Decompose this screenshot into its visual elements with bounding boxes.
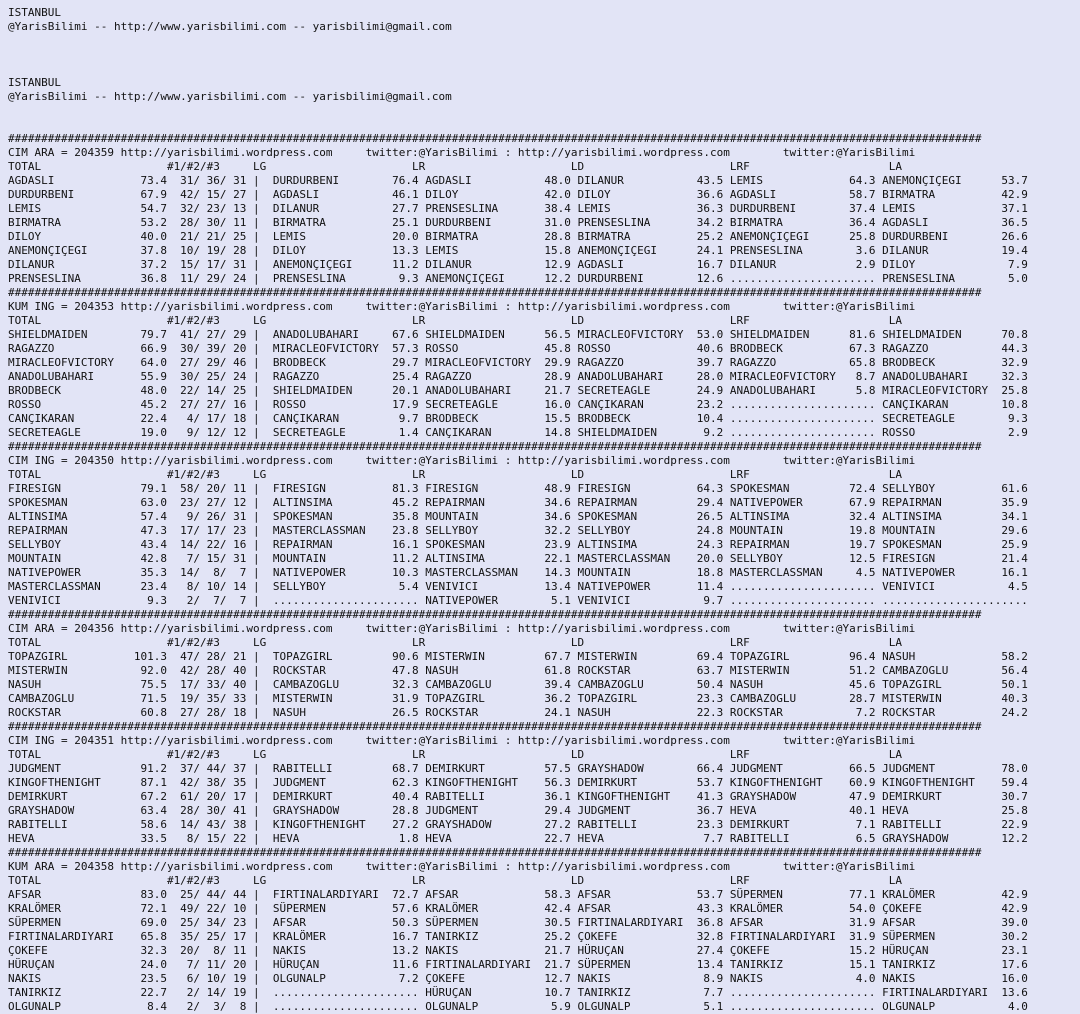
- race-title: KUM ARA = 204358 http://yarisbilimi.wordpress.com twitter:@YarisBilimi : http://yarisbilimi.wordpress.com twitter:@YarisBilimi: [8, 860, 916, 873]
- table-row: RABITELLI 58.6 14/ 43/ 38 | KINGOFTHENIGHT 27.2 GRAYSHADOW 27.2 RABITELLI 23.3 DEMIRKURT 7.1 RABITELLI 22.9: [8, 818, 1028, 831]
- separator-line: ###################################################################################################################################################: [8, 440, 982, 453]
- table-row: ROSSO 45.2 27/ 27/ 16 | ROSSO 17.9 SECRETEAGLE 16.0 CANÇIKARAN 23.2 ...................... CANÇIKARAN 10.8: [8, 398, 1028, 411]
- table-row: JUDGMENT 91.2 37/ 44/ 37 | RABITELLI 68.7 DEMIRKURT 57.5 GRAYSHADOW 66.4 JUDGMENT 66.5 JUDGMENT 78.0: [8, 762, 1028, 775]
- column-header: TOTAL #1/#2/#3 LG LR LD LRF LA: [8, 748, 903, 761]
- header-line: [8, 48, 1080, 62]
- table-row: BIRMATRA 53.2 28/ 30/ 11 | BIRMATRA 25.1 DURDURBENI 31.0 PRENSESLINA 34.2 BIRMATRA 36.4 AGDASLI 36.5: [8, 216, 1028, 229]
- table-row: DILANUR 37.2 15/ 17/ 31 | ANEMONÇIÇEGI 11.2 DILANUR 12.9 AGDASLI 16.7 DILANUR 2.9 DILOY 7.9: [8, 258, 1028, 271]
- table-row: ANADOLUBAHARI 55.9 30/ 25/ 24 | RAGAZZO 25.4 RAGAZZO 28.9 ANADOLUBAHARI 28.0 MIRACLEOFVICTORY 8.7 ANADOLUBAHARI 32.3: [8, 370, 1028, 383]
- table-row: RAGAZZO 66.9 30/ 39/ 20 | MIRACLEOFVICTORY 57.3 ROSSO 45.8 ROSSO 40.6 BRODBECK 67.3 RAGAZZO 44.3: [8, 342, 1028, 355]
- column-header: TOTAL #1/#2/#3 LG LR LD LRF LA: [8, 314, 903, 327]
- header-line: [8, 62, 1080, 76]
- table-row: SÜPERMEN 69.0 25/ 34/ 23 | AFSAR 50.3 SÜPERMEN 30.5 FIRTINALARDIYARI 36.8 AFSAR 31.9 AFSAR 39.0: [8, 916, 1028, 929]
- table-row: REPAIRMAN 47.3 17/ 17/ 23 | MASTERCLASSMAN 23.8 SELLYBOY 32.2 SELLYBOY 24.8 MOUNTAIN 19.8 MOUNTAIN 29.6: [8, 524, 1028, 537]
- table-row: GRAYSHADOW 63.4 28/ 30/ 41 | GRAYSHADOW 28.8 JUDGMENT 29.4 JUDGMENT 36.7 HEVA 40.1 HEVA 25.8: [8, 804, 1028, 817]
- table-row: FIRESIGN 79.1 58/ 20/ 11 | FIRESIGN 81.3 FIRESIGN 48.9 FIRESIGN 64.3 SPOKESMAN 72.4 SELLYBOY 61.6: [8, 482, 1028, 495]
- table-row: AGDASLI 73.4 31/ 36/ 31 | DURDURBENI 76.4 AGDASLI 48.0 DILANUR 43.5 LEMIS 64.3 ANEMONÇIÇEGI 53.7: [8, 174, 1028, 187]
- table-row: NASUH 75.5 17/ 33/ 40 | CAMBAZOGLU 32.3 CAMBAZOGLU 39.4 CAMBAZOGLU 50.4 NASUH 45.6 TOPAZGIRL 50.1: [8, 678, 1028, 691]
- table-row: HÜRUÇAN 24.0 7/ 11/ 20 | HÜRUÇAN 11.6 FIRTINALARDIYARI 21.7 SÜPERMEN 13.4 TANIRKIZ 15.1 TANIRKIZ 17.6: [8, 958, 1028, 971]
- table-row: DILOY 40.0 21/ 21/ 25 | LEMIS 20.0 BIRMATRA 28.8 BIRMATRA 25.2 ANEMONÇIÇEGI 25.8 DURDURBENI 26.6: [8, 230, 1028, 243]
- table-row: CANÇIKARAN 22.4 4/ 17/ 18 | CANÇIKARAN 9.7 BRODBECK 15.5 BRODBECK 10.4 ...................... SECRETEAGLE 9.3: [8, 412, 1028, 425]
- race-title: CIM ING = 204351 http://yarisbilimi.wordpress.com twitter:@YarisBilimi : http://yarisbilimi.wordpress.com twitter:@YarisBilimi: [8, 734, 916, 747]
- table-row: MOUNTAIN 42.8 7/ 15/ 31 | MOUNTAIN 11.2 ALTINSIMA 22.1 MASTERCLASSMAN 20.0 SELLYBOY 12.5 FIRESIGN 21.4: [8, 552, 1028, 565]
- table-row: LEMIS 54.7 32/ 23/ 13 | DILANUR 27.7 PRENSESLINA 38.4 LEMIS 36.3 DURDURBENI 37.4 LEMIS 37.1: [8, 202, 1028, 215]
- race-title: CIM ARA = 204359 http://yarisbilimi.wordpress.com twitter:@YarisBilimi : http://yarisbilimi.wordpress.com twitter:@YarisBilimi: [8, 146, 916, 159]
- table-row: ANEMONÇIÇEGI 37.8 10/ 19/ 28 | DILOY 13.3 LEMIS 15.8 ANEMONÇIÇEGI 24.1 PRENSESLINA 3.6 DILANUR 19.4: [8, 244, 1028, 257]
- table-row: NAKIS 23.5 6/ 10/ 19 | OLGUNALP 7.2 ÇOKEFE 12.7 NAKIS 8.9 NAKIS 4.0 NAKIS 16.0: [8, 972, 1028, 985]
- table-row: PRENSESLINA 36.8 11/ 29/ 24 | PRENSESLINA 9.3 ANEMONÇIÇEGI 12.2 DURDURBENI 12.6 ...................... PRENSESLINA 5.0: [8, 272, 1028, 285]
- table-row: KRALÖMER 72.1 49/ 22/ 10 | SÜPERMEN 57.6 KRALÖMER 42.4 AFSAR 43.3 KRALÖMER 54.0 ÇOKEFE 42.9: [8, 902, 1028, 915]
- header-line: [8, 118, 1080, 132]
- table-row: ROCKSTAR 60.8 27/ 28/ 18 | NASUH 26.5 ROCKSTAR 24.1 NASUH 22.3 ROCKSTAR 7.2 ROCKSTAR 24.2: [8, 706, 1028, 719]
- table-row: TANIRKIZ 22.7 2/ 14/ 19 | ...................... HÜRUÇAN 10.7 TANIRKIZ 7.7 ...................... FIRTINALARDIYARI 13.6: [8, 986, 1028, 999]
- table-row: SHIELDMAIDEN 79.7 41/ 27/ 29 | ANADOLUBAHARI 67.6 SHIELDMAIDEN 56.5 MIRACLEOFVICTORY 53.0 SHIELDMAIDEN 81.6 SHIELDMAIDEN 70.8: [8, 328, 1028, 341]
- column-header: TOTAL #1/#2/#3 LG LR LD LRF LA: [8, 874, 903, 887]
- table-row: BRODBECK 48.0 22/ 14/ 25 | SHIELDMAIDEN 20.1 ANADOLUBAHARI 21.7 SECRETEAGLE 24.9 ANADOLUBAHARI 5.8 MIRACLEOFVICTORY 25.8: [8, 384, 1028, 397]
- table-row: SPOKESMAN 63.0 23/ 27/ 12 | ALTINSIMA 45.2 REPAIRMAN 34.6 REPAIRMAN 29.4 NATIVEPOWER 67.9 REPAIRMAN 35.9: [8, 496, 1028, 509]
- header-line: ISTANBUL: [8, 76, 61, 89]
- column-header: TOTAL #1/#2/#3 LG LR LD LRF LA: [8, 468, 903, 481]
- table-row: ALTINSIMA 57.4 9/ 26/ 31 | SPOKESMAN 35.8 MOUNTAIN 34.6 SPOKESMAN 26.5 ALTINSIMA 32.4 ALTINSIMA 34.1: [8, 510, 1028, 523]
- race-title: KUM ING = 204353 http://yarisbilimi.wordpress.com twitter:@YarisBilimi : http://yarisbilimi.wordpress.com twitter:@YarisBilimi: [8, 300, 916, 313]
- table-row: MISTERWIN 92.0 42/ 28/ 40 | ROCKSTAR 47.8 NASUH 61.8 ROCKSTAR 63.7 MISTERWIN 51.2 CAMBAZOGLU 56.4: [8, 664, 1028, 677]
- header-line: @YarisBilimi -- http://www.yarisbilimi.com -- yarisbilimi@gmail.com: [8, 90, 452, 103]
- table-row: SELLYBOY 43.4 14/ 22/ 16 | REPAIRMAN 16.1 SPOKESMAN 23.9 ALTINSIMA 24.3 REPAIRMAN 19.7 SPOKESMAN 25.9: [8, 538, 1028, 551]
- table-row: DEMIRKURT 67.2 61/ 20/ 17 | DEMIRKURT 40.4 RABITELLI 36.1 KINGOFTHENIGHT 41.3 GRAYSHADOW 47.9 DEMIRKURT 30.7: [8, 790, 1028, 803]
- table-row: ÇOKEFE 32.3 20/ 8/ 11 | NAKIS 13.2 NAKIS 21.7 HÜRUÇAN 27.4 ÇOKEFE 15.2 HÜRUÇAN 23.1: [8, 944, 1028, 957]
- table-row: OLGUNALP 8.4 2/ 3/ 8 | ...................... OLGUNALP 5.9 OLGUNALP 5.1 ...................... OLGUNALP 4.0: [8, 1000, 1028, 1013]
- separator-line: ###################################################################################################################################################: [8, 846, 982, 859]
- race-title: CIM ING = 204350 http://yarisbilimi.wordpress.com twitter:@YarisBilimi : http://yarisbilimi.wordpress.com twitter:@YarisBilimi: [8, 454, 916, 467]
- separator-line: ###################################################################################################################################################: [8, 286, 982, 299]
- table-row: KINGOFTHENIGHT 87.1 42/ 38/ 35 | JUDGMENT 62.3 KINGOFTHENIGHT 56.3 DEMIRKURT 53.7 KINGOFTHENIGHT 60.9 KINGOFTHENIGHT 59.4: [8, 776, 1028, 789]
- table-row: CAMBAZOGLU 71.5 19/ 35/ 33 | MISTERWIN 31.9 TOPAZGIRL 36.2 TOPAZGIRL 23.3 CAMBAZOGLU 28.7 MISTERWIN 40.3: [8, 692, 1028, 705]
- separator-line: ###################################################################################################################################################: [8, 132, 982, 145]
- table-row: DURDURBENI 67.9 42/ 15/ 27 | AGDASLI 46.1 DILOY 42.0 DILOY 36.6 AGDASLI 58.7 BIRMATRA 42.9: [8, 188, 1028, 201]
- table-row: TOPAZGIRL 101.3 47/ 28/ 21 | TOPAZGIRL 90.6 MISTERWIN 67.7 MISTERWIN 69.4 TOPAZGIRL 96.4 NASUH 58.2: [8, 650, 1028, 663]
- header-line: [8, 34, 1080, 48]
- header-line: ISTANBUL: [8, 6, 61, 19]
- separator-line: ###################################################################################################################################################: [8, 720, 982, 733]
- table-row: MIRACLEOFVICTORY 64.0 27/ 29/ 46 | BRODBECK 29.7 MIRACLEOFVICTORY 29.9 RAGAZZO 39.7 RAGAZZO 65.8 BRODBECK 32.9: [8, 356, 1028, 369]
- header-line: @YarisBilimi -- http://www.yarisbilimi.com -- yarisbilimi@gmail.com: [8, 20, 452, 33]
- table-row: HEVA 33.5 8/ 15/ 22 | HEVA 1.8 HEVA 22.7 HEVA 7.7 RABITELLI 6.5 GRAYSHADOW 12.2: [8, 832, 1028, 845]
- separator-line: ###################################################################################################################################################: [8, 608, 982, 621]
- race-title: CIM ARA = 204356 http://yarisbilimi.wordpress.com twitter:@YarisBilimi : http://yarisbilimi.wordpress.com twitter:@YarisBilimi: [8, 622, 916, 635]
- column-header: TOTAL #1/#2/#3 LG LR LD LRF LA: [8, 636, 903, 649]
- column-header: TOTAL #1/#2/#3 LG LR LD LRF LA: [8, 160, 903, 173]
- table-row: MASTERCLASSMAN 23.4 8/ 10/ 14 | SELLYBOY 5.4 VENIVICI 13.4 NATIVEPOWER 11.4 ...................... VENIVICI 4.5: [8, 580, 1028, 593]
- table-row: VENIVICI 9.3 2/ 7/ 7 | ...................... NATIVEPOWER 5.1 VENIVICI 9.7 ...................... ......................: [8, 594, 1028, 607]
- table-row: SECRETEAGLE 19.0 9/ 12/ 12 | SECRETEAGLE 1.4 CANÇIKARAN 14.8 SHIELDMAIDEN 9.2 ...................... ROSSO 2.9: [8, 426, 1028, 439]
- table-row: AFSAR 83.0 25/ 44/ 44 | FIRTINALARDIYARI 72.7 AFSAR 58.3 AFSAR 53.7 SÜPERMEN 77.1 KRALÖMER 42.9: [8, 888, 1028, 901]
- header-line: [8, 104, 1080, 118]
- table-row: NATIVEPOWER 35.3 14/ 8/ 7 | NATIVEPOWER 10.3 MASTERCLASSMAN 14.3 MOUNTAIN 18.8 MASTERCLASSMAN 4.5 NATIVEPOWER 16.1: [8, 566, 1028, 579]
- table-row: FIRTINALARDIYARI 65.8 35/ 25/ 17 | KRALÖMER 16.7 TANIRKIZ 25.2 ÇOKEFE 32.8 FIRTINALARDIYARI 31.9 SÜPERMEN 30.2: [8, 930, 1028, 943]
